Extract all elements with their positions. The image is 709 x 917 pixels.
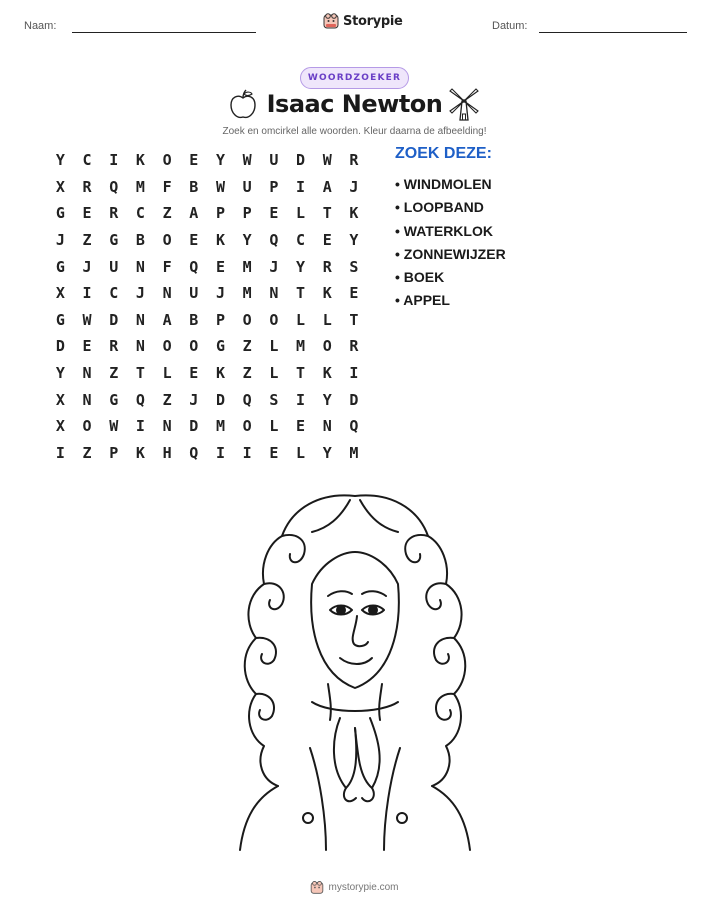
- grid-letter[interactable]: R: [109, 337, 119, 356]
- grid-letter[interactable]: E: [189, 364, 199, 383]
- grid-letter[interactable]: S: [269, 390, 279, 409]
- grid-letter[interactable]: Y: [242, 231, 252, 250]
- grid-letter[interactable]: Y: [322, 443, 332, 462]
- grid-letter[interactable]: N: [82, 390, 92, 409]
- grid-letter[interactable]: U: [189, 284, 199, 303]
- grid-letter[interactable]: G: [55, 257, 65, 276]
- grid-letter[interactable]: R: [349, 151, 359, 170]
- grid-letter[interactable]: X: [55, 177, 65, 196]
- grid-letter[interactable]: H: [162, 443, 172, 462]
- grid-letter[interactable]: D: [296, 151, 306, 170]
- grid-letter[interactable]: S: [349, 257, 359, 276]
- grid-letter[interactable]: E: [269, 204, 279, 223]
- grid-letter[interactable]: E: [349, 284, 359, 303]
- worksheet-type-badge: WOORDZOEKER: [300, 67, 409, 89]
- grid-letter[interactable]: Z: [82, 231, 92, 250]
- grid-letter[interactable]: C: [109, 284, 119, 303]
- grid-letter[interactable]: E: [215, 257, 225, 276]
- grid-letter[interactable]: Y: [349, 231, 359, 250]
- grid-letter[interactable]: A: [322, 177, 332, 196]
- grid-letter[interactable]: D: [109, 310, 119, 329]
- grid-letter[interactable]: C: [135, 204, 145, 223]
- brand-name: Storypie: [343, 13, 403, 29]
- grid-letter[interactable]: T: [322, 204, 332, 223]
- grid-letter[interactable]: M: [349, 443, 359, 462]
- grid-letter[interactable]: R: [82, 177, 92, 196]
- date-field-line[interactable]: [539, 32, 687, 33]
- grid-letter[interactable]: O: [242, 310, 252, 329]
- isaac-newton-coloring-illustration[interactable]: [200, 488, 510, 852]
- grid-letter[interactable]: U: [109, 257, 119, 276]
- grid-letter[interactable]: X: [55, 417, 65, 436]
- grid-letter[interactable]: J: [189, 390, 199, 409]
- grid-letter[interactable]: Q: [269, 231, 279, 250]
- grid-letter[interactable]: W: [82, 310, 92, 329]
- grid-letter[interactable]: G: [215, 337, 225, 356]
- grid-letter[interactable]: P: [215, 310, 225, 329]
- grid-letter[interactable]: C: [296, 231, 306, 250]
- grid-letter[interactable]: D: [349, 390, 359, 409]
- grid-letter[interactable]: M: [135, 177, 145, 196]
- grid-letter[interactable]: E: [82, 204, 92, 223]
- grid-letter[interactable]: G: [55, 310, 65, 329]
- grid-letter[interactable]: K: [135, 151, 145, 170]
- grid-letter[interactable]: Z: [162, 204, 172, 223]
- grid-letter[interactable]: W: [322, 151, 332, 170]
- grid-letter[interactable]: E: [189, 151, 199, 170]
- grid-letter[interactable]: U: [242, 177, 252, 196]
- grid-letter[interactable]: Y: [55, 364, 65, 383]
- grid-letter[interactable]: I: [296, 390, 306, 409]
- grid-letter[interactable]: B: [135, 231, 145, 250]
- grid-letter[interactable]: Y: [296, 257, 306, 276]
- grid-letter[interactable]: G: [109, 231, 119, 250]
- word-search-grid[interactable]: [47, 147, 367, 466]
- grid-letter[interactable]: T: [135, 364, 145, 383]
- grid-letter[interactable]: D: [189, 417, 199, 436]
- grid-letter[interactable]: P: [269, 177, 279, 196]
- grid-letter[interactable]: U: [269, 151, 279, 170]
- grid-letter[interactable]: Z: [242, 337, 252, 356]
- grid-letter[interactable]: E: [269, 443, 279, 462]
- grid-letter[interactable]: Y: [55, 151, 65, 170]
- grid-letter[interactable]: B: [189, 310, 199, 329]
- grid-letter[interactable]: R: [109, 204, 119, 223]
- grid-letter[interactable]: N: [162, 284, 172, 303]
- grid-letter[interactable]: Q: [349, 417, 359, 436]
- grid-letter[interactable]: J: [269, 257, 279, 276]
- grid-letter[interactable]: M: [242, 284, 252, 303]
- grid-letter[interactable]: Q: [189, 257, 199, 276]
- windmill-icon: [448, 87, 480, 121]
- grid-letter[interactable]: P: [242, 204, 252, 223]
- grid-letter[interactable]: K: [135, 443, 145, 462]
- grid-letter[interactable]: K: [322, 284, 332, 303]
- grid-letter[interactable]: I: [109, 151, 119, 170]
- storypie-logo-icon: [323, 12, 339, 30]
- grid-letter[interactable]: L: [296, 443, 306, 462]
- grid-letter[interactable]: N: [135, 337, 145, 356]
- grid-letter[interactable]: P: [109, 443, 119, 462]
- grid-letter[interactable]: W: [109, 417, 119, 436]
- page-title: Isaac Newton: [266, 90, 443, 118]
- grid-letter[interactable]: L: [269, 337, 279, 356]
- instructions-text: Zoek en omcirkel alle woorden. Kleur daarna de afbeelding!: [222, 126, 487, 137]
- grid-letter[interactable]: E: [189, 231, 199, 250]
- grid-letter[interactable]: M: [296, 337, 306, 356]
- grid-letter[interactable]: F: [162, 257, 172, 276]
- grid-letter[interactable]: L: [269, 417, 279, 436]
- grid-letter[interactable]: A: [189, 204, 199, 223]
- grid-letter[interactable]: P: [215, 204, 225, 223]
- word-list-item: • WINDMOLEN: [395, 176, 492, 192]
- name-field-line[interactable]: [72, 32, 256, 33]
- grid-letter[interactable]: X: [55, 390, 65, 409]
- grid-letter[interactable]: K: [215, 231, 225, 250]
- grid-letter[interactable]: C: [82, 151, 92, 170]
- grid-letter[interactable]: Z: [162, 390, 172, 409]
- grid-letter[interactable]: K: [215, 364, 225, 383]
- grid-letter[interactable]: D: [55, 337, 65, 356]
- grid-letter[interactable]: L: [296, 204, 306, 223]
- grid-letter[interactable]: R: [349, 337, 359, 356]
- grid-letter[interactable]: O: [162, 151, 172, 170]
- word-list-item: • BOEK: [395, 269, 445, 286]
- grid-letter[interactable]: N: [322, 417, 332, 436]
- grid-letter[interactable]: Z: [82, 443, 92, 462]
- grid-letter[interactable]: Q: [189, 443, 199, 462]
- grid-letter[interactable]: Y: [215, 151, 225, 170]
- grid-letter[interactable]: N: [82, 364, 92, 383]
- grid-letter[interactable]: N: [135, 310, 145, 329]
- grid-letter[interactable]: X: [55, 284, 65, 303]
- grid-letter[interactable]: O: [189, 337, 199, 356]
- grid-letter[interactable]: D: [215, 390, 225, 409]
- grid-letter[interactable]: O: [269, 310, 279, 329]
- grid-letter[interactable]: N: [135, 257, 145, 276]
- grid-letter[interactable]: A: [162, 310, 172, 329]
- grid-letter[interactable]: L: [162, 364, 172, 383]
- grid-letter[interactable]: I: [215, 443, 225, 462]
- grid-letter[interactable]: I: [55, 443, 65, 462]
- word-list-item: • APPEL: [395, 292, 450, 309]
- grid-letter[interactable]: O: [82, 417, 92, 436]
- grid-letter[interactable]: M: [242, 257, 252, 276]
- grid-letter[interactable]: J: [215, 284, 225, 303]
- grid-letter[interactable]: E: [296, 417, 306, 436]
- word-list-item: • WATERKLOK: [395, 222, 493, 239]
- storypie-footer-logo-icon: [310, 880, 324, 895]
- date-label: Datum:: [492, 20, 528, 32]
- footer-url[interactable]: mystorypie.com: [328, 882, 399, 893]
- grid-letter[interactable]: L: [269, 364, 279, 383]
- word-list-title: ZOEK DEZE:: [395, 145, 492, 162]
- grid-letter[interactable]: L: [322, 310, 332, 329]
- grid-letter[interactable]: J: [349, 177, 359, 196]
- grid-letter[interactable]: O: [322, 337, 332, 356]
- grid-letter[interactable]: I: [349, 364, 359, 383]
- grid-letter[interactable]: E: [322, 231, 332, 250]
- grid-letter[interactable]: L: [296, 310, 306, 329]
- grid-letter[interactable]: F: [162, 177, 172, 196]
- grid-letter[interactable]: K: [322, 364, 332, 383]
- grid-letter[interactable]: Q: [109, 177, 119, 196]
- grid-letter[interactable]: G: [109, 390, 119, 409]
- grid-letter[interactable]: G: [55, 204, 65, 223]
- grid-letter[interactable]: T: [296, 364, 306, 383]
- grid-letter[interactable]: I: [296, 177, 306, 196]
- word-list: [395, 145, 506, 313]
- grid-letter[interactable]: B: [189, 177, 199, 196]
- grid-letter[interactable]: O: [242, 417, 252, 436]
- word-list-item: • LOOPBAND: [395, 199, 484, 216]
- grid-letter[interactable]: E: [82, 337, 92, 356]
- grid-letter[interactable]: M: [215, 417, 225, 436]
- grid-letter[interactable]: I: [242, 443, 252, 462]
- grid-letter[interactable]: J: [55, 231, 65, 250]
- grid-letter[interactable]: I: [82, 284, 92, 303]
- grid-letter[interactable]: W: [242, 151, 252, 170]
- grid-letter[interactable]: T: [296, 284, 306, 303]
- grid-letter[interactable]: J: [135, 284, 145, 303]
- word-list-item: • ZONNEWIJZER: [395, 245, 506, 262]
- grid-letter[interactable]: R: [322, 257, 332, 276]
- grid-letter[interactable]: N: [162, 417, 172, 436]
- grid-letter[interactable]: W: [215, 177, 225, 196]
- footer: [0, 880, 709, 895]
- grid-letter[interactable]: Q: [242, 390, 252, 409]
- grid-letter[interactable]: K: [349, 204, 359, 223]
- grid-letter[interactable]: I: [135, 417, 145, 436]
- grid-letter[interactable]: T: [349, 310, 359, 329]
- grid-letter[interactable]: O: [162, 337, 172, 356]
- grid-letter[interactable]: J: [82, 257, 92, 276]
- name-label: Naam:: [24, 20, 57, 32]
- grid-letter[interactable]: Y: [322, 390, 332, 409]
- grid-letter[interactable]: Z: [242, 364, 252, 383]
- grid-letter[interactable]: Z: [109, 364, 119, 383]
- brand-logo: [323, 12, 403, 30]
- grid-letter[interactable]: N: [269, 284, 279, 303]
- grid-letter[interactable]: O: [162, 231, 172, 250]
- grid-letter[interactable]: Q: [135, 390, 145, 409]
